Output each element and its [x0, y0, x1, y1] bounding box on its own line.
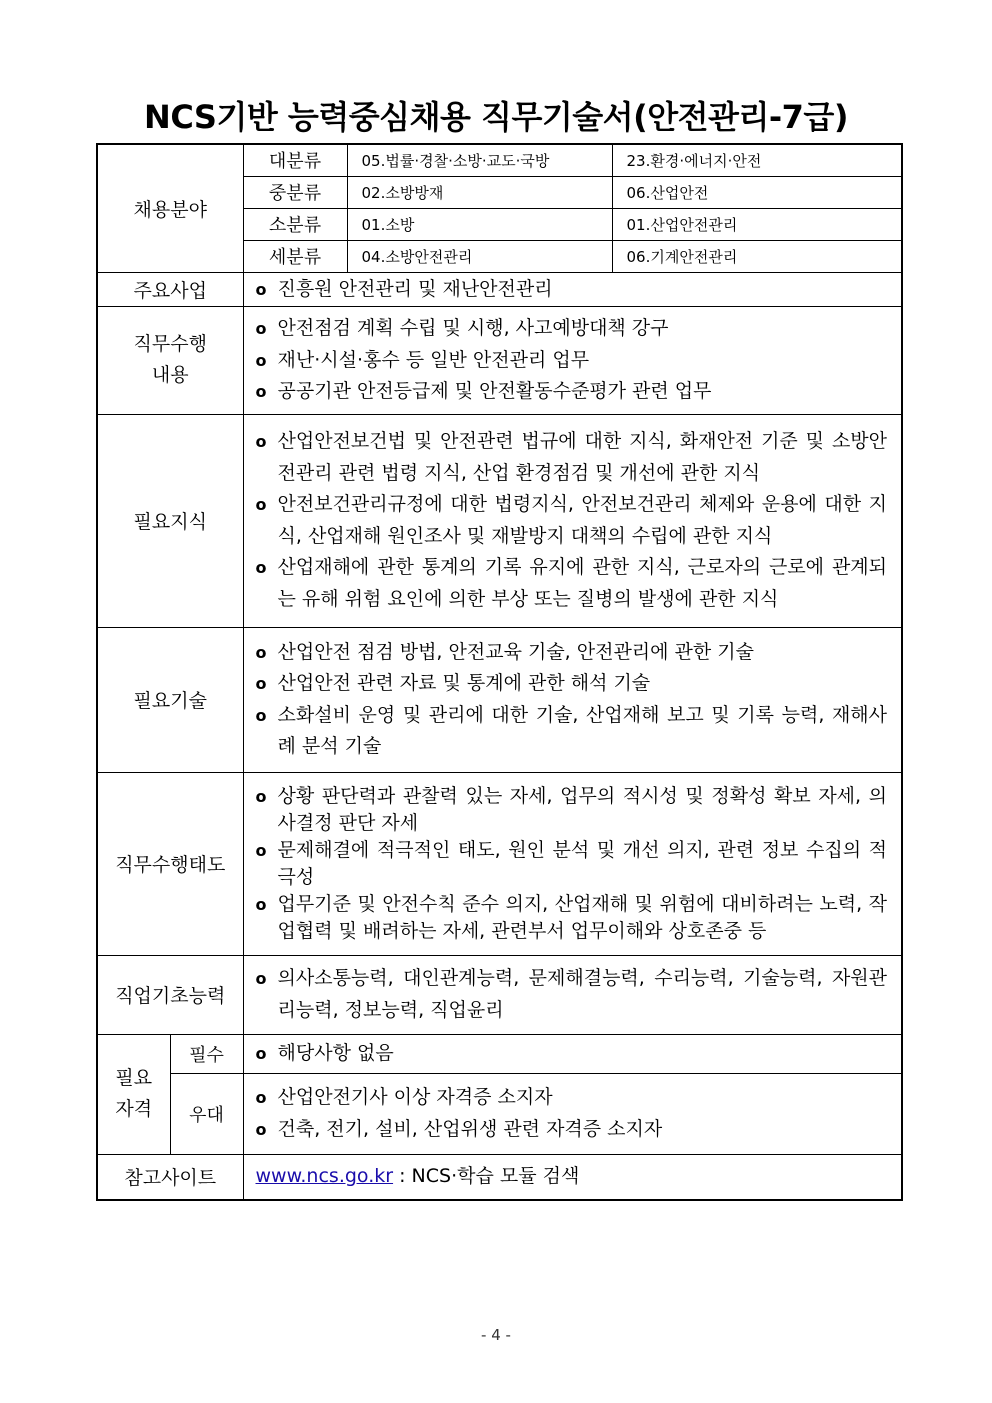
preferred-label: 우대: [170, 1073, 243, 1154]
class-level-2: 중분류: [243, 176, 347, 208]
skills-label: 필요기술: [97, 627, 243, 772]
list-item: o 의사소통능력, 대인관계능력, 문제해결능력, 수리능력, 기술능력, 자원관리능력, 정보능력, 직업윤리: [255, 967, 888, 1021]
list-item: o 산업안전 관련 자료 및 통계에 관한 해석 기술: [255, 672, 651, 694]
attitude-label: 직무수행태도: [97, 772, 243, 955]
job-description-table: [96, 143, 903, 1201]
required-label: 필수: [170, 1034, 243, 1073]
list-item: o 안전보건관리규정에 대한 법령지식, 안전보건관리 체제와 운용에 대한 지식, 산업재해 원인조사 및 재발방지 대책의 수립에 관한 지식: [255, 493, 888, 547]
classification-label: 채용분야: [97, 144, 243, 272]
class-level-4: 세분류: [243, 240, 347, 272]
attitude-content: [243, 772, 902, 955]
list-item: o 건축, 전기, 설비, 산업위생 관련 자격증 소지자: [255, 1117, 663, 1140]
class-level-1: 대분류: [243, 144, 347, 176]
knowledge-label: 필요지식: [97, 414, 243, 627]
duties-label: 직무수행 내용: [97, 307, 243, 415]
class-3-b: 01.산업안전관리: [612, 208, 902, 240]
preferred-content: [243, 1073, 902, 1154]
class-3-a: 01.소방: [347, 208, 612, 240]
main-business-content: [243, 272, 902, 307]
ncs-link[interactable]: www.ncs.go.kr: [255, 1165, 394, 1187]
class-1-a: 05.법률·경찰·소방·교도·국방: [347, 144, 612, 176]
list-item: o 재난·시설·홍수 등 일반 안전관리 업무: [255, 348, 590, 371]
list-item: o 공공기관 안전등급제 및 안전활동수준평가 관련 업무: [255, 380, 712, 402]
basic-competency-label: 직업기초능력: [97, 955, 243, 1034]
class-1-b: 23.환경·에너지·안전: [612, 144, 902, 176]
list-item: o 문제해결에 적극적인 태도, 원인 분석 및 개선 의지, 관련 정보 수집의 적극성: [255, 838, 888, 888]
knowledge-content: [243, 414, 902, 627]
list-item: o 업무기준 및 안전수칙 준수 의지, 산업재해 및 위험에 대비하려는 노력, 작업협력 및 배려하는 자세, 관련부서 업무이해와 상호존중 등: [255, 892, 888, 942]
qualification-label: 필요 자격: [97, 1034, 170, 1154]
skills-content: [243, 627, 902, 772]
list-item: o 해당사항 없음: [255, 1041, 394, 1064]
class-4-a: 04.소방안전관리: [347, 240, 612, 272]
page-number: - 4 -: [481, 1326, 511, 1344]
reference-text: : NCS·학습 모듈 검색: [393, 1165, 580, 1187]
list-item: o 안전점검 계획 수립 및 시행, 사고예방대책 강구: [255, 317, 669, 339]
required-content: [243, 1034, 902, 1073]
class-level-3: 소분류: [243, 208, 347, 240]
list-item: o 산업안전 점검 방법, 안전교육 기술, 안전관리에 관한 기술: [255, 640, 755, 663]
class-2-b: 06.산업안전: [612, 176, 902, 208]
list-item: o 진흥원 안전관리 및 재난안전관리: [255, 277, 553, 300]
document-title: NCS기반 능력중심채용 직무기술서(안전관리-7급): [144, 98, 848, 136]
duties-content: [243, 307, 902, 415]
list-item: o 소화설비 운영 및 관리에 대한 기술, 산업재해 보고 및 기록 능력, 재해사례 분석 기술: [255, 703, 888, 757]
reference-label: 참고사이트: [97, 1154, 243, 1200]
list-item: o 산업안전기사 이상 자격증 소지자: [255, 1086, 553, 1108]
list-item: o 산업재해에 관한 통계의 기록 유지에 관한 지식, 근로자의 근로에 관계되는 유해 위험 요인에 의한 부상 또는 질병의 발생에 관한 지식: [255, 556, 888, 610]
class-2-a: 02.소방방재: [347, 176, 612, 208]
reference-content: [243, 1154, 902, 1200]
list-item: o 상황 판단력과 관찰력 있는 자세, 업무의 적시성 및 정확성 확보 자세, 의사결정 판단 자세: [255, 784, 888, 834]
main-business-label: 주요사업: [97, 272, 243, 307]
basic-competency-content: [243, 955, 902, 1034]
list-item: o 산업안전보건법 및 안전관련 법규에 대한 지식, 화재안전 기준 및 소방안전관리 관련 법령 지식, 산업 환경점검 및 개선에 관한 지식: [255, 430, 888, 484]
class-4-b: 06.기계안전관리: [612, 240, 902, 272]
